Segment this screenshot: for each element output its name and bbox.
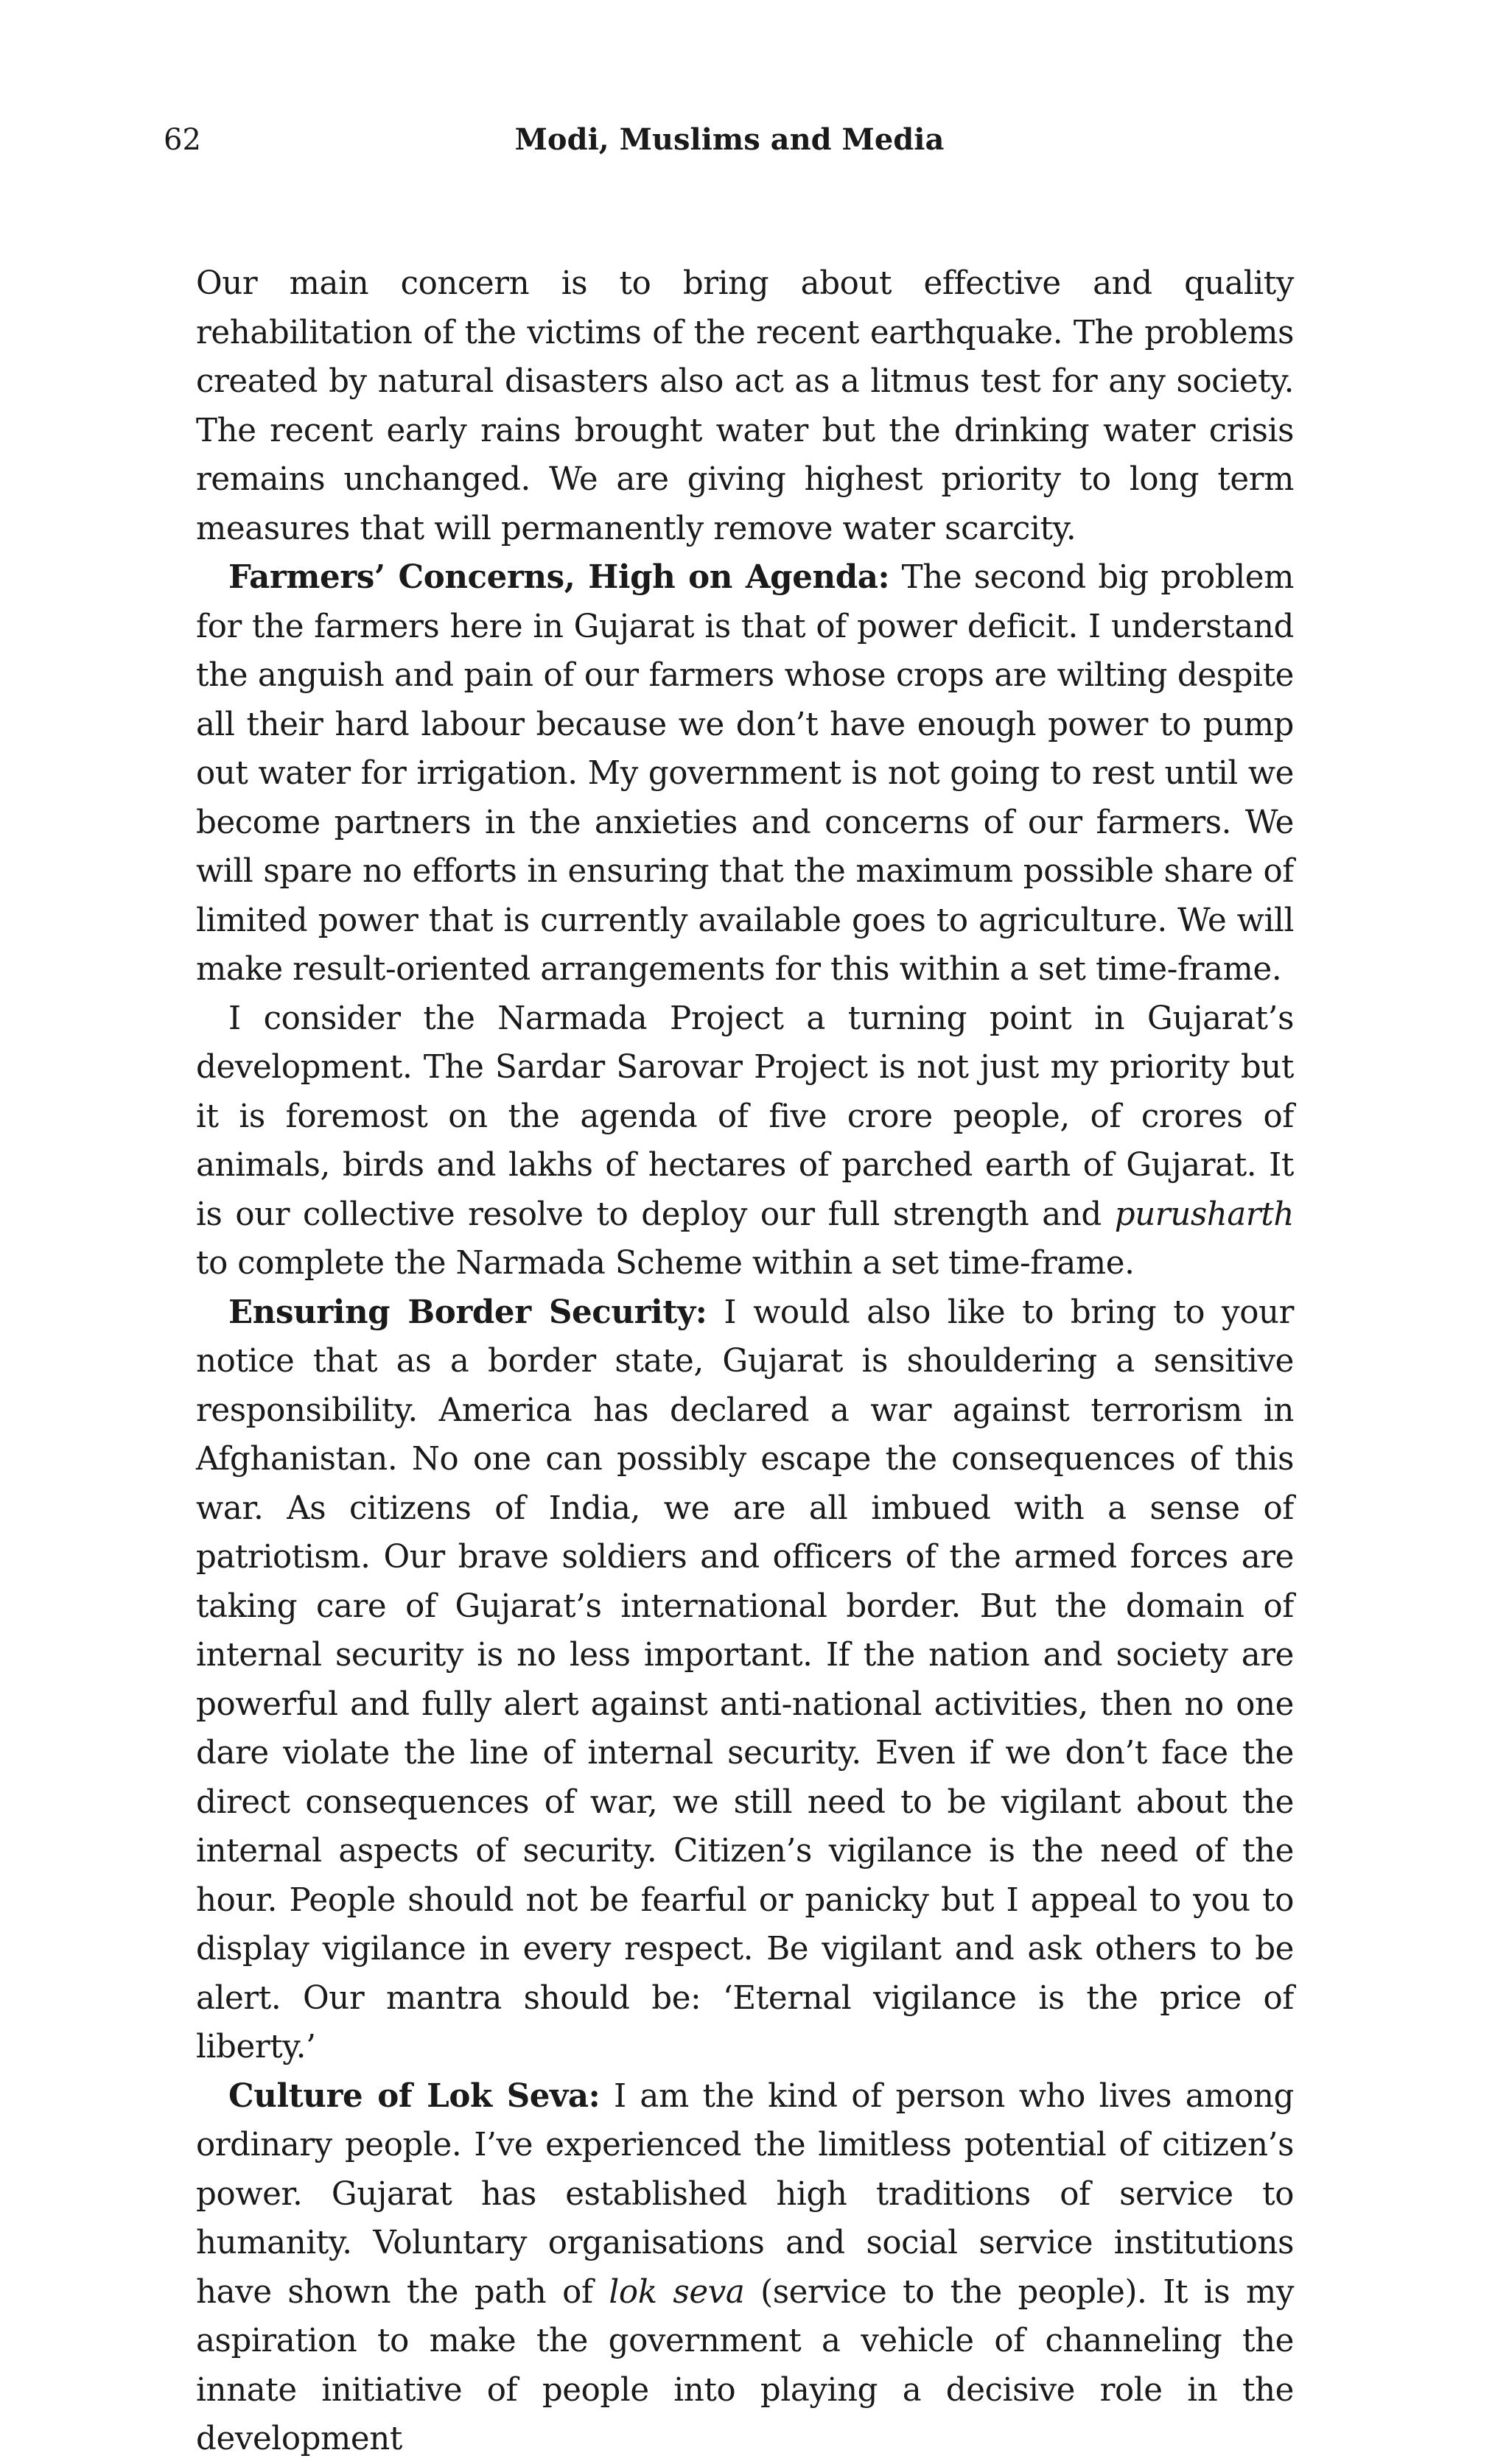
italic-term-lok-seva: lok seva (609, 2273, 745, 2311)
paragraph-text: I consider the Narmada Project a turning point in Gujarat’s development. The Sardar Sarovar Project is not just my priority but it is foremost on the agenda of five crore people, of crores of animals, birds and lakhs of hectares of parched earth of Gujarat. It is our collective resolve to deploy our full strength and (196, 1000, 1294, 1233)
body-text (196, 259, 1294, 2464)
paragraph-text: (service to the people). It is my aspiration to make the government a vehicle of channeling the innate initiative of people into playing a decisive role in the development (196, 2273, 1295, 2457)
section-heading-border-security: Ensuring Border Security: (228, 1293, 707, 1331)
page-number: 62 (164, 123, 201, 157)
section-heading-lok-seva: Culture of Lok Seva: (228, 2077, 601, 2115)
section-heading-farmers: Farmers’ Concerns, High on Agenda: (228, 558, 890, 596)
paragraph-border-security (196, 1288, 1294, 2072)
paragraph-text: The second big problem for the farmers here in Gujarat is that of power deficit. I understand the anguish and pain of our farmers whose crops are wilting despite all their hard labour because we don’t have enough power to pump out water for irrigation. My government is not going to rest until we become partners in the anxieties and concerns of our farmers. We will spare no efforts in ensuring that the maximum possible share of limited power that is currently available goes to agriculture. We will make result-oriented arrangements for this within a set time-frame. (196, 559, 1294, 988)
paragraph-water-crisis (196, 259, 1294, 553)
running-head (164, 118, 1295, 162)
paragraph-text: I am the kind of person who lives among ordinary people. I’ve experienced the limitless potential of citizen’s power. Gujarat has established high traditions of service to humanity. Voluntary organisations and social service institutions have shown the path of (196, 2077, 1294, 2311)
italic-term-purusharth: purusharth (1114, 1196, 1294, 1233)
paragraph-text: Our main concern is to bring about effective and quality rehabilitation of the victims of the recent earthquake. The problems created by natural disasters also act as a litmus test for any society. The recent early rains brought water but the drinking water crisis remains unchanged. We are giving highest priority to long term measures that will permanently remove water scarcity. (196, 265, 1294, 547)
book-title: Modi, Muslims and Media (514, 122, 945, 157)
paragraph-narmada-project (196, 994, 1294, 1288)
paragraph-lok-seva (196, 2072, 1294, 2464)
paragraph-farmers-concerns (196, 553, 1294, 994)
paragraph-text: to complete the Narmada Scheme within a set time-frame. (196, 1245, 1135, 1282)
paragraph-text: I would also like to bring to your notice that as a border state, Gujarat is shouldering a sensitive responsibility. America has declared a war against terrorism in Afghanistan. No one can possibly escape the consequences of this war. As citizens of India, we are all imbued with a sense of patriotism. Our brave soldiers and officers of the armed forces are taking care of Gujarat’s international border. But the domain of internal security is no less important. If the nation and society are powerful and fully alert against anti-national activities, then no one dare violate the line of internal security. Even if we don’t face the direct consequences of war, we still need to be vigilant about the internal aspects of security. Citizen’s vigilance is the need of the hour. People should not be fearful or panicky but I appeal to you to display vigilance in every respect. Be vigilant and ask others to be alert. Our mantra should be: ‘Eternal vigilance is the price of liberty.’ (196, 1294, 1294, 2065)
